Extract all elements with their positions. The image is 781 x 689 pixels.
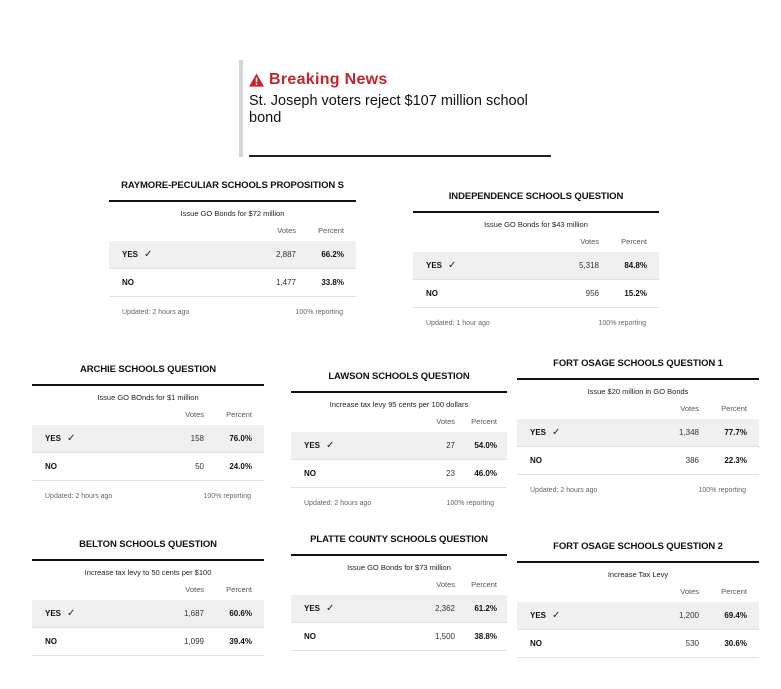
no-label: NO [304,469,316,478]
card-title: BELTON SCHOOLS QUESTION [79,539,217,550]
no-percent: 22.3% [724,456,747,465]
yes-label: YES [45,609,62,618]
column-headers [32,585,264,594]
yes-label: YES [426,261,443,270]
result-card-belton [32,539,264,656]
yes-votes: 2,362 [434,604,455,613]
no-votes: 956 [585,289,599,298]
percent-header: Percent [721,587,747,596]
no-votes: 386 [685,456,699,465]
updated-time: Updated: 2 hours ago [122,309,190,316]
no-votes: 50 [195,462,204,471]
card-subtitle: Issue GO Bonds for $73 million [347,563,451,572]
reporting-status: 100% reporting [698,487,746,494]
card-subtitle: Increase Tax Levy [607,570,669,579]
reporting-status: 100% reporting [295,309,343,316]
card-title: FORT OSAGE SCHOOLS QUESTION 2 [553,541,723,552]
result-card-lawson [291,371,507,507]
column-headers [291,580,507,589]
updated-time: Updated: 2 hours ago [304,500,372,507]
no-votes: 1,477 [275,278,296,287]
yes-votes: 1,200 [678,611,699,620]
card-footer [517,487,759,494]
card-subtitle: Issue GO Bonds for $43 million [484,220,588,229]
yes-row [517,419,759,447]
yes-percent: 69.4% [724,611,747,620]
no-votes: 1,099 [183,637,204,646]
card-divider [109,200,356,202]
votes-header: Votes [277,226,296,235]
votes-header: Votes [436,417,455,426]
no-label: NO [530,639,542,648]
result-card-fort-osage-2 [517,541,759,658]
reporting-status: 100% reporting [446,500,494,507]
card-divider [517,561,759,563]
no-label: NO [530,456,542,465]
card-subtitle: Issue $20 million in GO Bonds [587,387,689,396]
yes-label: YES [530,428,547,437]
no-label: NO [304,632,316,641]
no-row [32,628,264,656]
percent-header: Percent [721,404,747,413]
no-row [109,269,356,297]
no-percent: 30.6% [724,639,747,648]
no-row [291,623,507,651]
yes-row [291,432,507,460]
card-subtitle: Increase tax levy to 50 cents per $100 [84,568,212,577]
percent-header: Percent [471,580,497,589]
card-subtitle: Increase tax levy 95 cents per 100 dollars [329,400,469,409]
percent-header: Percent [226,410,252,419]
no-percent: 38.8% [474,632,497,641]
no-votes: 1,500 [434,632,455,641]
breaking-news-header [249,71,551,89]
card-footer [109,309,356,316]
yes-label: YES [122,250,139,259]
no-percent: 39.4% [229,637,252,646]
breaking-news-banner[interactable] [239,60,551,157]
no-row [517,630,759,658]
result-card-archie [32,364,264,500]
yes-label: YES [530,611,547,620]
check-icon: ✓ [326,603,335,614]
no-label: NO [426,289,438,298]
card-title: RAYMORE-PECULIAR SCHOOLS PROPOSITION S [121,180,344,191]
votes-header: Votes [680,587,699,596]
card-subtitle: Issue GO Bonds for $72 million [180,209,285,218]
yes-label: YES [304,604,321,613]
yes-label: YES [304,441,321,450]
percent-header: Percent [621,237,647,246]
votes-header: Votes [680,404,699,413]
column-headers [413,237,659,246]
column-headers [32,410,264,419]
percent-header: Percent [318,226,344,235]
yes-row [413,252,659,280]
no-percent: 24.0% [229,462,252,471]
card-footer [291,500,507,507]
card-divider [517,378,759,380]
votes-header: Votes [580,237,599,246]
card-divider [413,211,659,213]
column-headers [517,404,759,413]
check-icon: ✓ [448,260,457,271]
result-card-raymore-peculiar [109,180,356,316]
updated-time: Updated: 1 hour ago [426,320,490,327]
no-label: NO [45,637,57,646]
no-votes: 530 [685,639,699,648]
card-footer [413,320,659,327]
result-card-fort-osage-1 [517,358,759,494]
check-icon: ✓ [552,610,561,621]
breaking-news-headline[interactable]: St. Joseph voters reject $107 million school bond [249,93,528,126]
updated-time: Updated: 2 hours ago [45,493,113,500]
no-percent: 15.2% [624,289,647,298]
no-label: NO [122,278,134,287]
no-label: NO [45,462,57,471]
reporting-status: 100% reporting [203,493,251,500]
yes-row [32,425,264,453]
no-percent: 33.8% [321,278,344,287]
yes-votes: 2,887 [275,250,296,259]
yes-percent: 60.6% [229,609,252,618]
result-card-independence [413,191,659,327]
yes-percent: 66.2% [321,250,344,259]
no-row [517,447,759,475]
votes-header: Votes [436,580,455,589]
breaking-news-divider [249,155,551,157]
card-title: INDEPENDENCE SCHOOLS QUESTION [448,191,624,202]
yes-label: YES [45,434,62,443]
yes-percent: 54.0% [474,441,497,450]
breaking-news-label: Breaking News [269,71,388,88]
yes-percent: 76.0% [229,434,252,443]
card-divider [291,391,507,393]
yes-votes: 5,318 [578,261,599,270]
yes-row [109,241,356,269]
card-divider [291,554,507,556]
yes-percent: 61.2% [474,604,497,613]
yes-row [517,602,759,630]
no-votes: 23 [446,469,455,478]
updated-time: Updated: 2 hours ago [530,487,598,494]
check-icon: ✓ [67,433,76,444]
card-title: FORT OSAGE SCHOOLS QUESTION 1 [553,358,723,369]
warning-triangle-icon [249,73,264,87]
yes-percent: 84.8% [624,261,647,270]
column-headers [291,417,507,426]
result-card-platte-county [291,534,507,651]
yes-row [291,595,507,623]
card-subtitle: Issue GO BOnds for $1 million [97,393,199,402]
votes-header: Votes [185,410,204,419]
yes-percent: 77.7% [724,428,747,437]
reporting-status: 100% reporting [598,320,646,327]
card-divider [32,559,264,561]
yes-votes: 1,687 [183,609,204,618]
card-title: PLATTE COUNTY SCHOOLS QUESTION [310,534,488,545]
percent-header: Percent [226,585,252,594]
card-title: LAWSON SCHOOLS QUESTION [328,371,470,382]
yes-votes: 158 [190,434,204,443]
card-divider [32,384,264,386]
column-headers [109,226,356,235]
no-row [32,453,264,481]
check-icon: ✓ [144,249,153,260]
check-icon: ✓ [552,427,561,438]
yes-votes: 27 [446,441,455,450]
no-percent: 46.0% [474,469,497,478]
card-title: ARCHIE SCHOOLS QUESTION [80,364,216,375]
yes-votes: 1,348 [678,428,699,437]
votes-header: Votes [185,585,204,594]
no-row [413,280,659,308]
check-icon: ✓ [67,608,76,619]
no-row [291,460,507,488]
yes-row [32,600,264,628]
column-headers [517,587,759,596]
percent-header: Percent [471,417,497,426]
card-footer [32,493,264,500]
check-icon: ✓ [326,440,335,451]
